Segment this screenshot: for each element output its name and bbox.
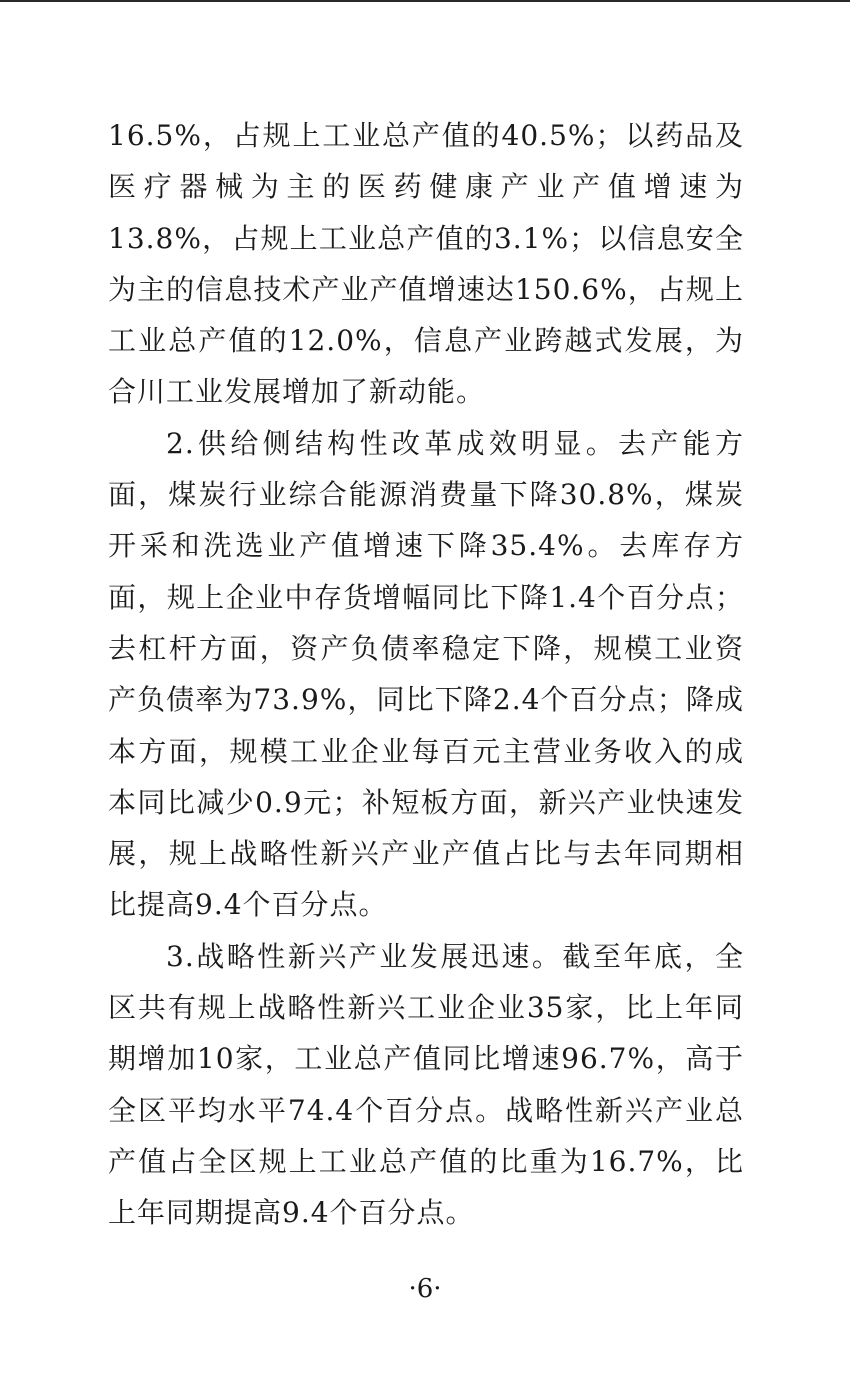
page-number: ·6·: [408, 1274, 442, 1304]
top-border-rule: [0, 0, 850, 2]
paragraph-strategic-emerging-industry: 3.战略性新兴产业发展迅速。截至年底，全区共有规上战略性新兴工业企业35家，比上年同期增加10家，工业总产值同比增速96.7%，高于全区平均水平74.4个百分点。战略性新兴产业总产值占全区规上工业总产值的比重为16.7%，比上年同期提高9.4个百分点。: [108, 939, 744, 1230]
document-body: [108, 110, 744, 1239]
paragraph-industry-output: 16.5%，占规上工业总产值的40.5%；以药品及医疗器械为主的医药健康产业产值增速为13.8%，占规上工业总产值的3.1%；以信息安全为主的信息技术产业产值增速达150.6%，占规上工业总产值的12.0%，信息产业跨越式发展，为合川工业发展增加了新动能。: [108, 119, 744, 409]
paragraph-supply-side-reform: 2.供给侧结构性改革成效明显。去产能方面，煤炭行业综合能源消费量下降30.8%，煤炭开采和洗选业产值增速下降35.4%。去库存方面，规上企业中存货增幅同比下降1.4个百分点；去杠杆方面，资产负债率稳定下降，规模工业资产负债率为73.9%，同比下降2.4个百分点；降成本方面，规模工业企业每百元主营业务收入的成本同比减少0.9元；补短板方面，新兴产业快速发展，规上战略性新兴产业产值占比与去年同期相比提高9.4个百分点。: [108, 426, 744, 922]
